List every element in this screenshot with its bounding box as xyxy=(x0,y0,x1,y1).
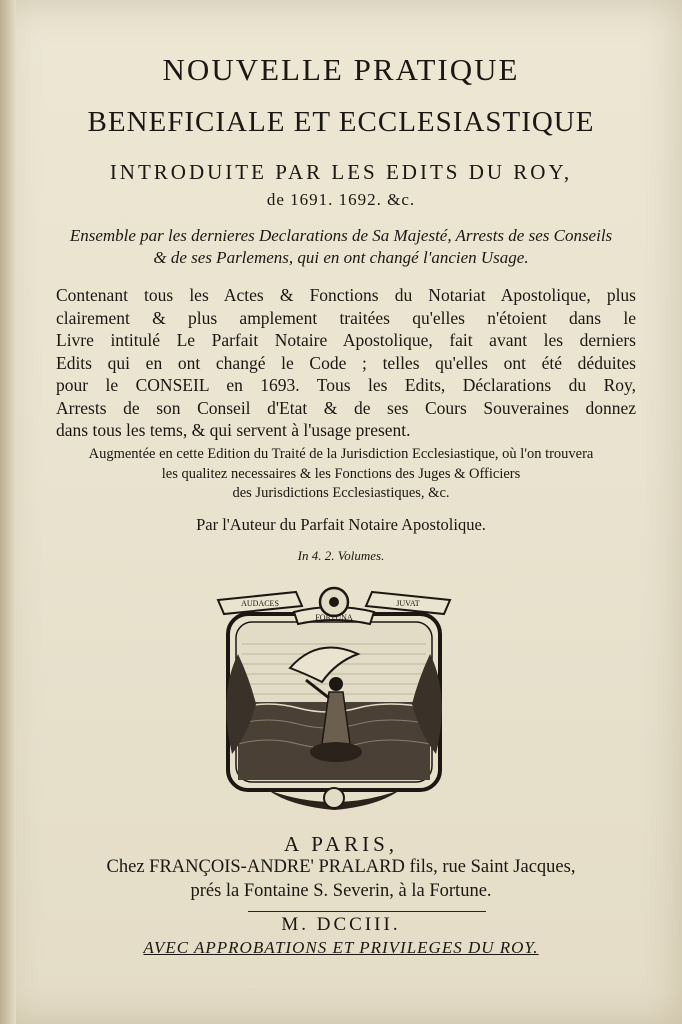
contents-line: Livre intitulé Le Parfait Notaire Apostolique, fait avant les derniers xyxy=(56,330,636,350)
title-line-3: INTRODUITE PAR LES EDITS DU ROY, xyxy=(109,160,573,184)
title-dates: de 1691. 1692. &c. xyxy=(266,190,416,209)
contents-paragraph xyxy=(56,284,636,442)
volumes-line: In 4. 2. Volumes. xyxy=(297,548,385,563)
ensemble-line-2: & de ses Parlemens, qui en ont changé l'ancien Usage. xyxy=(153,248,529,267)
contents-line: clairement & plus amplement traitées qu'elles n'étoient dans le xyxy=(56,307,636,328)
imprint-place: A PARIS, xyxy=(283,832,399,856)
author-line: Par l'Auteur du Parfait Notaire Apostolique. xyxy=(196,515,486,534)
divider-rule xyxy=(248,911,486,912)
augmentee-line-1: Augmentée en cette Edition du Traité de la Jurisdiction Ecclesiastique, où l'on trouvera xyxy=(88,446,594,462)
fortuna-vignette xyxy=(198,584,470,816)
contents-line: Arrests de son Conseil d'Etat & de ses Cours Souveraines donnez xyxy=(56,397,636,418)
imprint-printer: Chez FRANÇOIS-ANDRE' PRALARD fils, rue Saint Jacques, xyxy=(106,857,576,877)
augmentee-line-3: des Jurisdictions Ecclesiastiques, &c. xyxy=(232,485,450,501)
imprint-year: M. DCCIII. xyxy=(281,914,401,935)
contents-line: Contenant tous les Actes & Fonctions du Notariat Apostolique, plus xyxy=(56,285,636,305)
contents-line: Edits qui en ont changé le Code ; telles qu'elles ont été déduites xyxy=(56,352,636,373)
imprint-privilege: AVEC APPROBATIONS ET PRIVILEGES DU ROY. xyxy=(143,938,539,957)
ensemble-line-1: Ensemble par les dernieres Declarations de Sa Majesté, Arrests de ses Conseils xyxy=(69,226,613,245)
title-line-2: BENEFICIALE ET ECCLESIASTIQUE xyxy=(87,106,595,138)
title-line-1: NOUVELLE PRATIQUE xyxy=(162,52,520,87)
motto-center: FORTUNA xyxy=(315,613,353,622)
augmentee-line-2: les qualitez necessaires & les Fonctions des Juges & Officiers xyxy=(161,466,521,482)
imprint-address: prés la Fontaine S. Severin, à la Fortune. xyxy=(190,881,492,901)
motto-right: JUVAT xyxy=(396,599,420,608)
contents-line: dans tous les tems, & qui servent à l'usage present. xyxy=(56,420,411,440)
motto-left: AUDACES xyxy=(241,599,279,608)
contents-line: pour le CONSEIL en 1693. Tous les Edits, Déclarations du Roy, xyxy=(56,375,636,395)
